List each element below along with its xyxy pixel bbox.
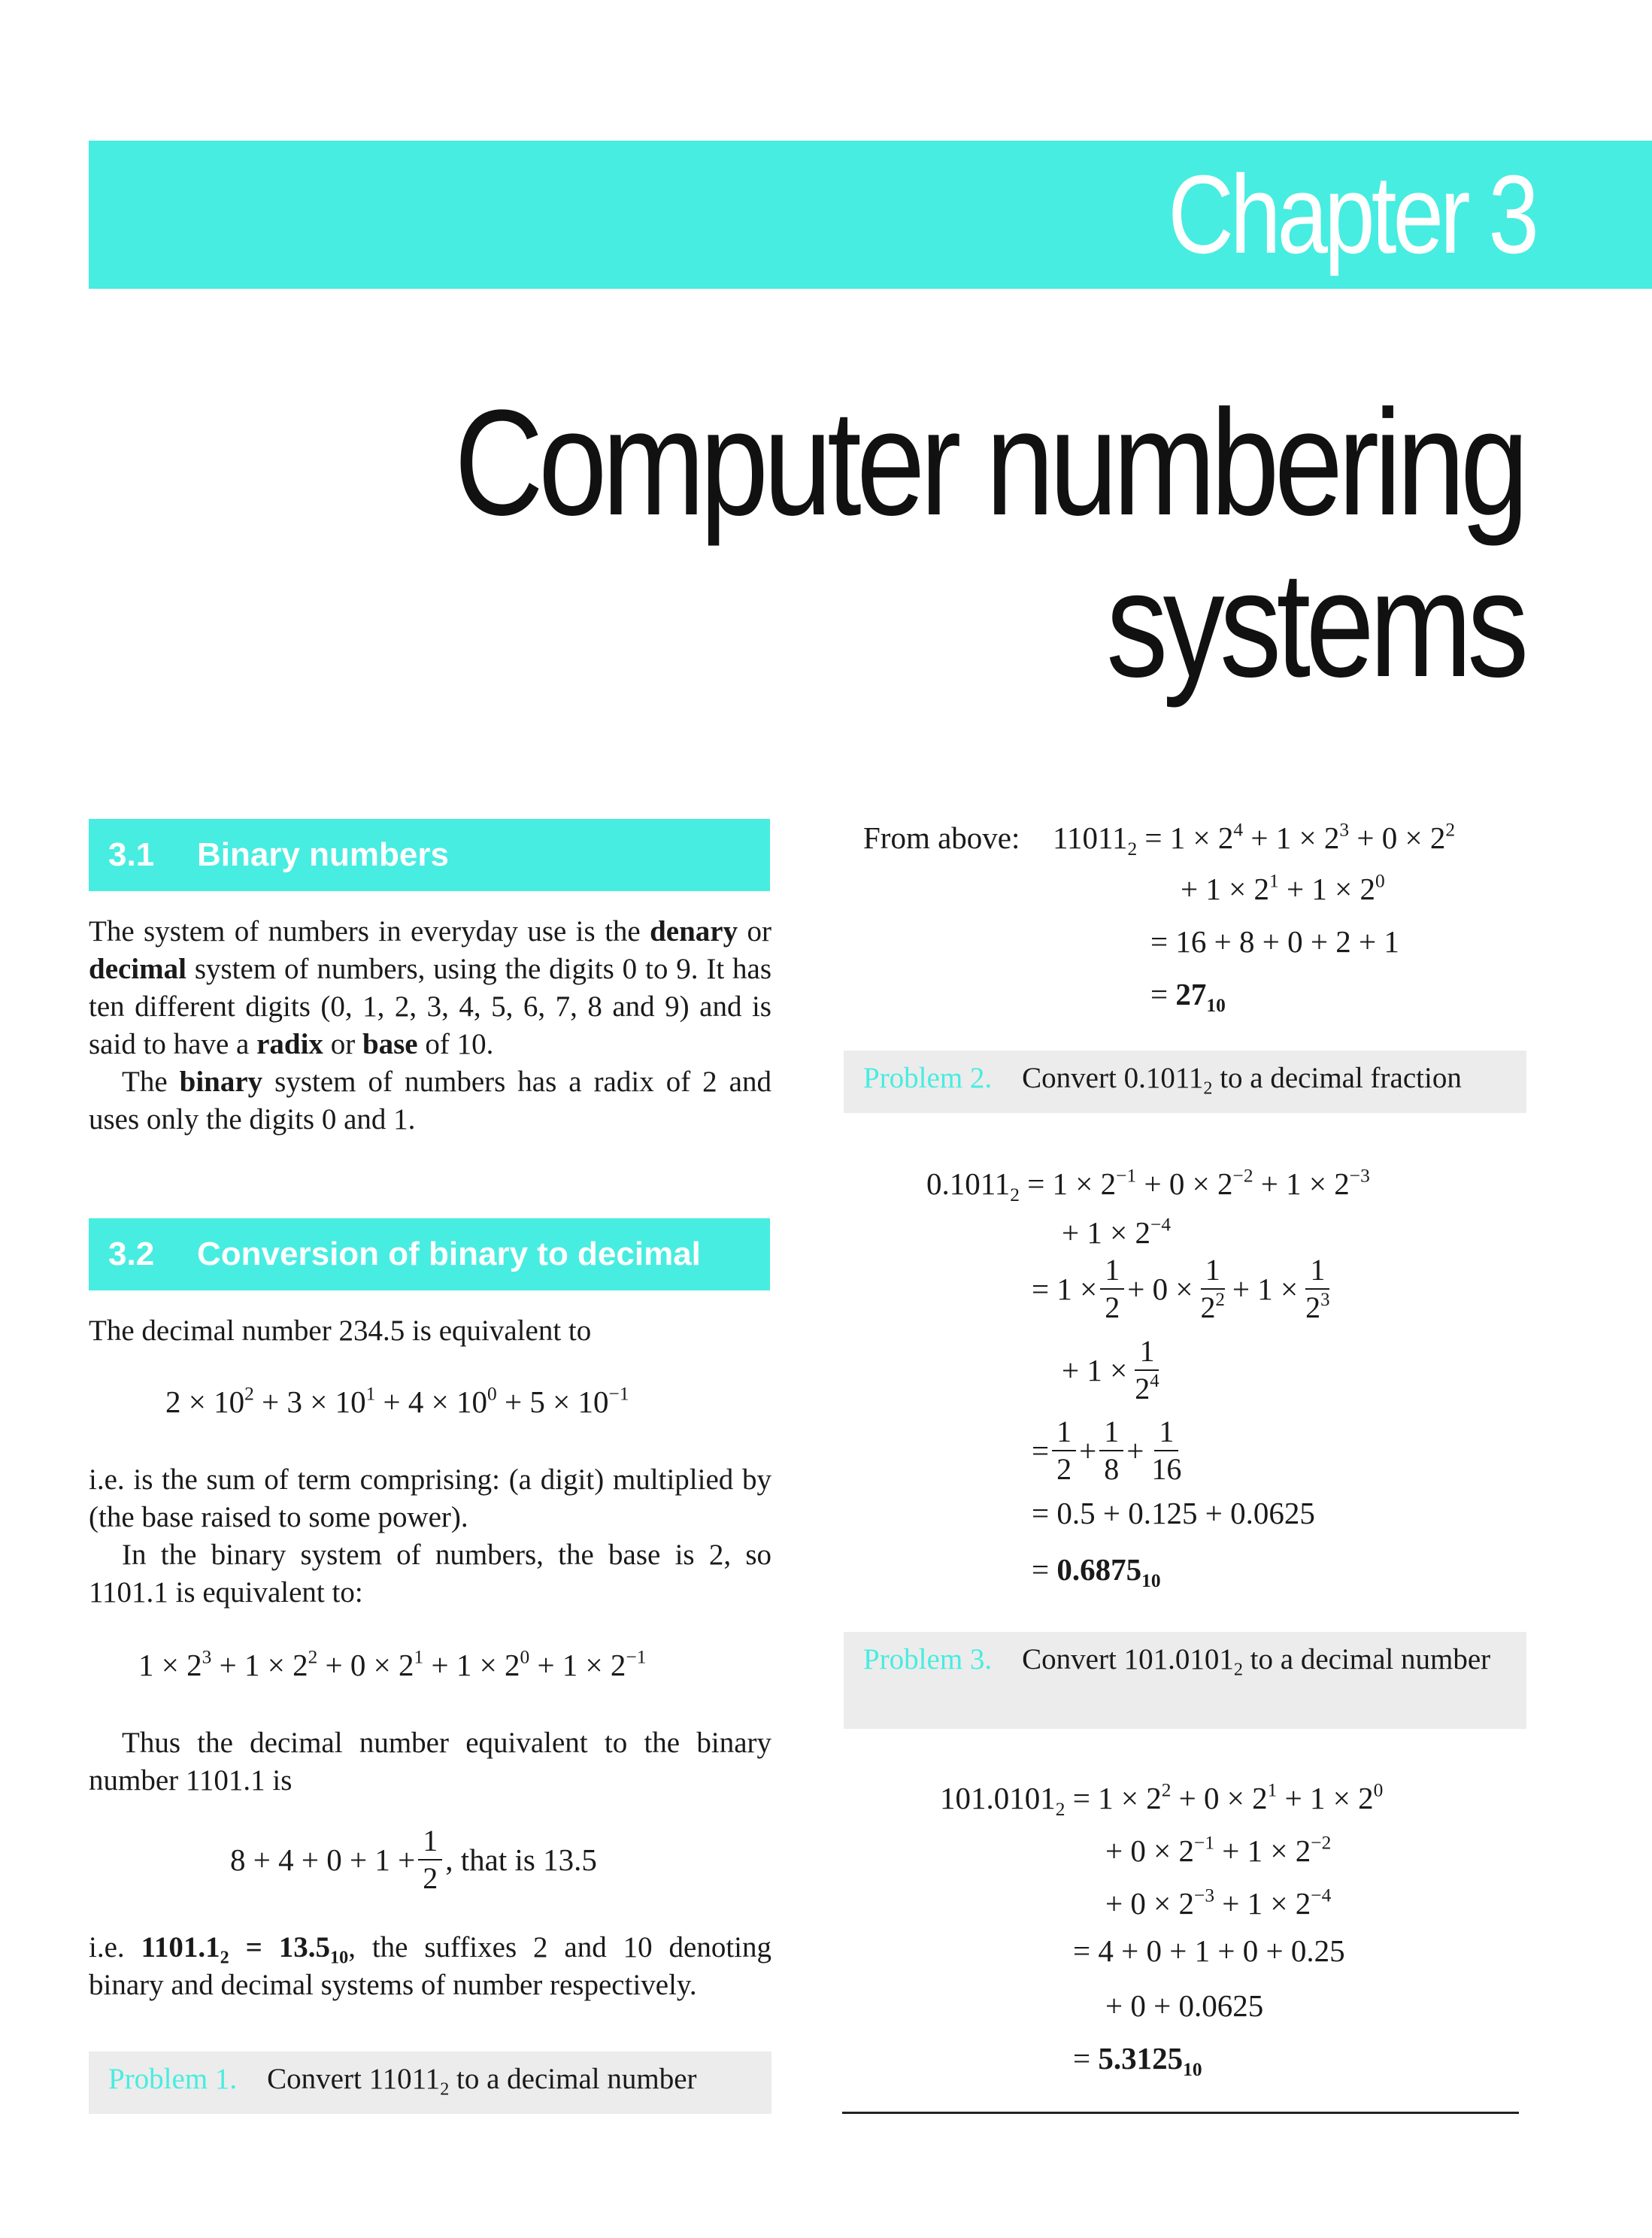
chapter-label: Chapter 3 xyxy=(1168,153,1535,277)
problem-label: Problem 1. xyxy=(108,2063,238,2095)
from-above-label: From above: xyxy=(863,820,1020,855)
equation: + $0 \times 2^{-1} + 1 \times 2^{-2}$ xyxy=(1105,1832,1332,1868)
equation-result: = $0.6875_{10}$ xyxy=(1032,1552,1161,1591)
equation: $0.1011_2 = 1 \times 2^{-1} + 0 \times 2^{-2} + 1 \times 2^{-3}$ xyxy=(926,1165,1370,1205)
section-number: 3.1 xyxy=(108,836,155,873)
title-line-2: systems xyxy=(1106,541,1524,708)
problem-1-box: Problem 1. Convert $11011_2$ to a decimal number xyxy=(89,2052,771,2114)
equation: + $1 \times 2^1 + 1 \times 2^0$ xyxy=(1181,870,1385,906)
equation: + $0 \times 2^{-3} + 1 \times 2^{-4}$ xyxy=(1105,1885,1332,1921)
problem-3-box: Problem 3. Convert $101.0101_2$ to a decimal number xyxy=(844,1632,1526,1729)
paragraph-block xyxy=(89,1461,771,1612)
equation: $2 \times 10^2 + 3 \times 10^1 + 4 \times 10^0 + 5 \times 10^{-1}$ xyxy=(165,1383,629,1419)
paragraph: In the binary system of numbers, the base is 2, so 1101.1 is equivalent to: xyxy=(89,1539,771,1609)
paragraph: i.e. is the sum of term comprising: (a digit) multiplied by (the base raised to some power). xyxy=(89,1463,771,1533)
equation-result: = $5.3125_{10}$ xyxy=(1073,2041,1202,2080)
problem-label: Problem 3. xyxy=(863,1643,993,1675)
section-number: 3.2 xyxy=(108,1236,155,1272)
equation: + 1 × $\frac{1}{2^4}$ xyxy=(1062,1334,1159,1406)
section-heading-3-1 xyxy=(89,819,770,891)
chapter-title xyxy=(454,379,1524,708)
equation: + $1 \times 2^{-4}$ xyxy=(1062,1214,1172,1250)
section-3-1-body xyxy=(89,913,771,1139)
equation: $101.0101_2 = 1 \times 2^2 + 0 \times 2^1 + 1 \times 2^0$ xyxy=(940,1779,1384,1820)
problem-label: Problem 2. xyxy=(863,1062,993,1094)
equation: + 0 + 0.0625 xyxy=(1105,1988,1264,2023)
problem-2-box: Problem 2. Convert $0.1011_2$ to a decimal fraction xyxy=(844,1051,1526,1113)
paragraph: The system of numbers in everyday use is the denary or decimal system of numbers, using the digits 0 to 9. It has ten different digits (0, 1, 2, 3, 4, 5, 6, 7, 8 and 9) and is said to have a radix or base of 10. xyxy=(89,915,771,1060)
equation: = 4 + 0 + 1 + 0 + 0.25 xyxy=(1073,1933,1345,1968)
section-title: Conversion of binary to decimal xyxy=(197,1236,701,1272)
equation: $1 \times 2^3 + 1 \times 2^2 + 0 \times 2^1 + 1 \times 2^0 + 1 \times 2^{-1}$ xyxy=(138,1646,647,1682)
paragraph: i.e. $1101.1_2 = 13.5_{10}$, the suffixes 2 and 10 denoting binary and decimal systems of number respectively. xyxy=(89,1931,771,2001)
chapter-banner xyxy=(89,141,1652,289)
equation-result: = $27_{10}$ xyxy=(1150,977,1226,1016)
equation: = $\frac{1}{2}$ + $\frac{1}{8}$ + $\frac{1}{16}$ xyxy=(1032,1415,1182,1486)
fraction: $\frac{1}{2}$ xyxy=(418,1823,442,1897)
paragraph: The binary system of numbers has a radix of 2 and uses only the digits 0 and 1. xyxy=(89,1066,771,1136)
equation: $11011_2 = 1 \times 2^4 + 1 \times 2^3 + 0 \times 2^2$ xyxy=(1053,819,1456,860)
section-title: Binary numbers xyxy=(197,836,449,873)
equation: = 16 + 8 + 0 + 2 + 1 xyxy=(1150,924,1399,959)
section-heading-3-2 xyxy=(89,1218,770,1290)
title-line-1: Computer numbering xyxy=(454,379,1524,547)
paragraph: The decimal number 234.5 is equivalent to xyxy=(89,1315,592,1347)
paragraph: Thus the decimal number equivalent to the binary number 1101.1 is xyxy=(89,1727,771,1797)
divider xyxy=(842,2112,1519,2114)
equation: = 0.5 + 0.125 + 0.0625 xyxy=(1032,1496,1315,1530)
equation: 8 + 4 + 0 + 1 + $\frac{1}{2}$ , that is 13.5 xyxy=(230,1824,597,1895)
equation: = 1 × $\frac{1}{2}$ + 0 × $\frac{1}{2^2}$ + 1 × $\frac{1}{2^3}$ xyxy=(1032,1253,1330,1324)
